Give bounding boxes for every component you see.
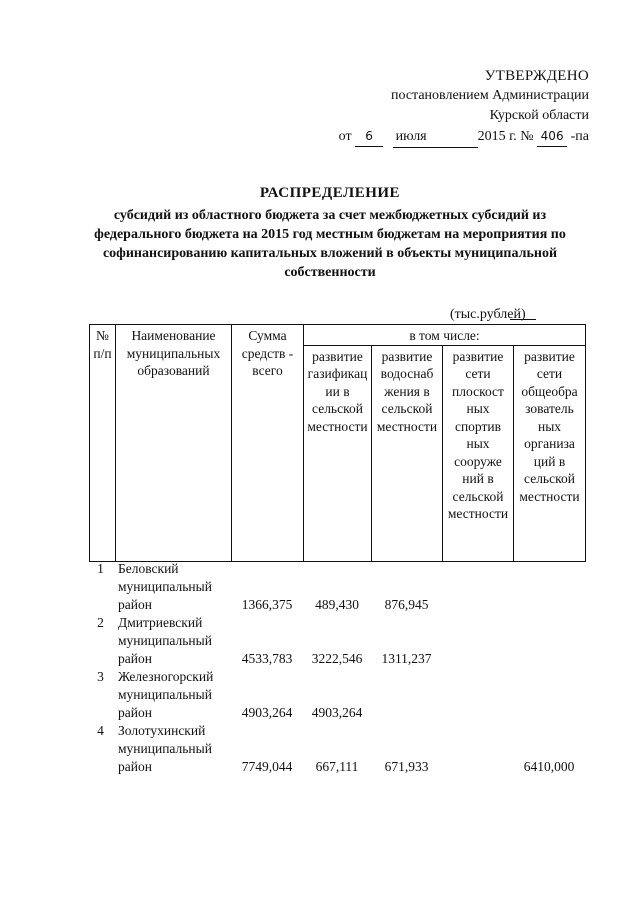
approval-title: УТВЕРЖДЕНО <box>484 68 589 84</box>
approval-line-administration: постановлением Администрации <box>391 88 589 103</box>
approval-line-region: Курской области <box>489 108 589 123</box>
row-edu <box>513 560 585 614</box>
document-subtitle: субсидий из областного бюджета за счет межбюджетных субсидий из федерального бюджета на 2015 год местным бюджетам на мероприятия по софинансированию капитальных вложений в объекты муниципальной собственности <box>94 208 566 280</box>
row-sport <box>442 722 513 776</box>
distribution-table-header <box>89 324 586 562</box>
row-water: 671,933 <box>384 759 429 774</box>
row-num: 3 <box>97 669 104 684</box>
row-total: 4903,264 <box>241 705 293 720</box>
row-name: Дмитриевский муниципальный район <box>118 615 212 666</box>
row-sport <box>442 614 513 668</box>
row-name: Железногорский муниципальный район <box>118 669 214 720</box>
row-num: 1 <box>97 561 104 576</box>
header-including: в том числе: <box>304 325 586 346</box>
row-edu: 6410,000 <box>523 759 575 774</box>
row-gas: 489,430 <box>315 597 359 612</box>
row-name: Золотухинский муниципальный район <box>118 723 212 774</box>
row-total: 7749,044 <box>241 759 293 774</box>
table-row <box>89 722 585 776</box>
header-num: № п/п <box>90 325 116 562</box>
row-sport <box>442 668 513 722</box>
row-edu <box>513 668 585 722</box>
header-water: развитие водоснаб жения в сельской местности <box>372 345 443 561</box>
table-row <box>89 560 585 614</box>
row-gas: 667,111 <box>315 759 359 774</box>
row-water: 1311,237 <box>381 651 432 666</box>
row-name: Беловский муниципальный район <box>118 561 212 612</box>
row-gas: 4903,264 <box>311 705 363 720</box>
approval-date-line <box>339 126 589 148</box>
header-sport: развитие сети плоскост ных спортив ных сооруже ний в сельской местности <box>443 345 514 561</box>
header-gas: развитие газификац ии в сельской местности <box>304 345 372 561</box>
approval-number: 406 <box>537 126 567 147</box>
table-row <box>89 614 585 668</box>
row-total: 4533,783 <box>241 651 293 666</box>
row-edu <box>513 614 585 668</box>
row-water: 876,945 <box>384 597 429 612</box>
row-total: 1366,375 <box>241 597 293 612</box>
approval-from-label: от <box>338 129 352 144</box>
units-label: (тыс.рублей) <box>450 307 526 322</box>
row-water <box>371 668 442 722</box>
table-body <box>89 560 585 776</box>
document-title <box>90 184 570 282</box>
approval-month: июля <box>393 127 478 148</box>
approval-stamp <box>339 66 589 148</box>
row-sport <box>442 560 513 614</box>
header-name: Наименование муниципальных образований <box>116 325 232 562</box>
approval-day: 6 <box>355 126 383 147</box>
units-underline <box>510 319 536 320</box>
table-row <box>89 668 585 722</box>
header-education: развитие сети общеобра зователь ных организа ций в сельской местности <box>514 345 586 561</box>
row-gas: 3222,546 <box>311 651 363 666</box>
header-total: Сумма средств - всего <box>232 325 304 562</box>
row-num: 2 <box>97 615 104 630</box>
row-num: 4 <box>97 723 104 738</box>
document-title-main: РАСПРЕДЕЛЕНИЕ <box>259 185 401 201</box>
approval-year: 2015 г. № <box>477 129 534 144</box>
approval-suffix: -па <box>570 129 589 144</box>
